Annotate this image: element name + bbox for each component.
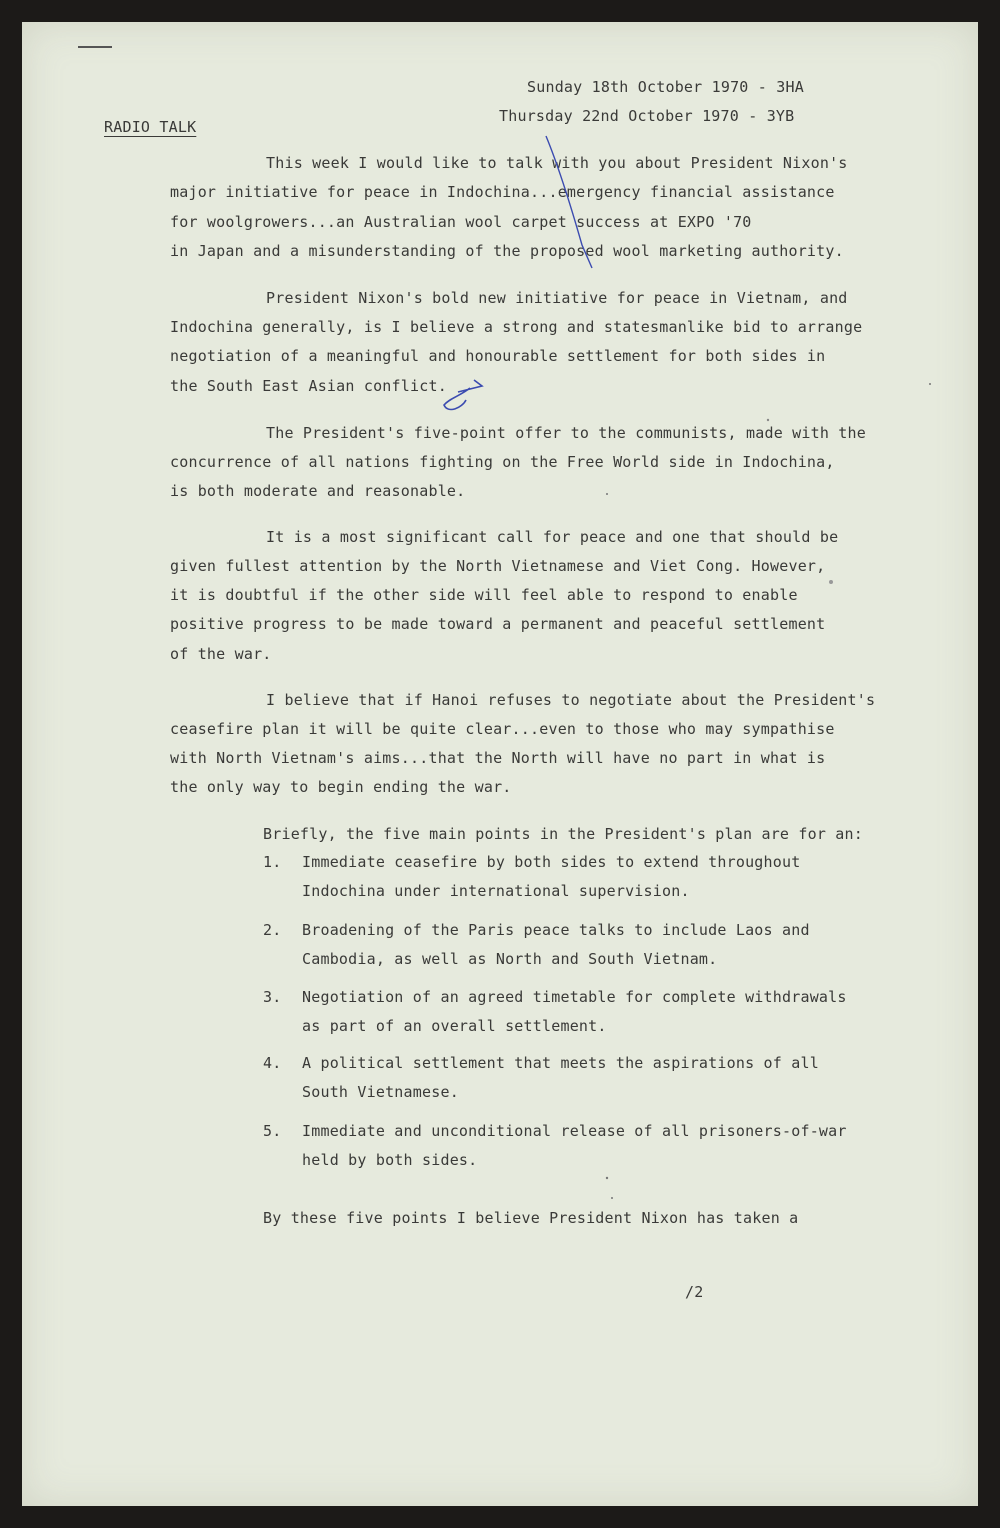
paragraph-4-line-4: positive progress to be made toward a permanent and peaceful settlement (170, 615, 826, 633)
paragraph-5-line-2: ceasefire plan it will be quite clear...even to those who may sympathise (170, 720, 835, 738)
paragraph-2-line-4: the South East Asian conflict. (170, 377, 447, 395)
document-title: RADIO TALK (104, 118, 197, 136)
point-5-line-2: held by both sides. (302, 1151, 478, 1169)
point-4-number: 4. (263, 1054, 282, 1072)
point-3-number: 3. (263, 988, 282, 1006)
paragraph-2-line-3: negotiation of a meaningful and honourable settlement for both sides in (170, 347, 826, 365)
point-4-line-1: A political settlement that meets the aspirations of all (302, 1054, 819, 1072)
stray-dot (606, 1177, 608, 1179)
point-3-line-2: as part of an overall settlement. (302, 1017, 607, 1035)
paragraph-1-line-1: This week I would like to talk with you about President Nixon's (266, 154, 848, 172)
paragraph-1-line-2: major initiative for peace in Indochina...emergency financial assistance (170, 183, 835, 201)
stray-dot (606, 493, 608, 495)
stray-dot (767, 419, 769, 421)
stray-dot (829, 580, 833, 584)
paragraph-4-line-3: it is doubtful if the other side will feel able to respond to enable (170, 586, 798, 604)
paragraph-1-line-4: in Japan and a misunderstanding of the proposed wool marketing authority. (170, 242, 844, 260)
page-continuation-marker: /2 (685, 1283, 704, 1301)
point-5-number: 5. (263, 1122, 282, 1140)
point-4-line-2: South Vietnamese. (302, 1083, 459, 1101)
point-2-number: 2. (263, 921, 282, 939)
point-1-line-1: Immediate ceasefire by both sides to extend throughout (302, 853, 801, 871)
paragraph-3-line-2: concurrence of all nations fighting on the Free World side in Indochina, (170, 453, 835, 471)
date-line-1: Sunday 18th October 1970 - 3HA (527, 78, 804, 96)
paragraph-2-line-2: Indochina generally, is I believe a strong and statesmanlike bid to arrange (170, 318, 863, 336)
pen-tick-mark (444, 380, 482, 409)
paragraph-1-line-3: for woolgrowers...an Australian wool carpet success at EXPO '70 (170, 213, 752, 231)
point-2-line-1: Broadening of the Paris peace talks to include Laos and (302, 921, 810, 939)
paragraph-4-line-1: It is a most significant call for peace and one that should be (266, 528, 839, 546)
point-5-line-1: Immediate and unconditional release of all prisoners-of-war (302, 1122, 847, 1140)
closing-line: By these five points I believe President Nixon has taken a (263, 1209, 799, 1227)
paragraph-3-line-3: is both moderate and reasonable. (170, 482, 466, 500)
date-line-2: Thursday 22nd October 1970 - 3YB (499, 107, 795, 125)
point-3-line-1: Negotiation of an agreed timetable for complete withdrawals (302, 988, 847, 1006)
stray-dot (611, 1197, 613, 1199)
stray-dot (929, 383, 931, 385)
paragraph-4-line-2: given fullest attention by the North Vietnamese and Viet Cong. However, (170, 557, 826, 575)
pen-diagonal-stroke (546, 136, 592, 268)
list-intro: Briefly, the five main points in the President's plan are for an: (263, 825, 863, 843)
paragraph-5-line-3: with North Vietnam's aims...that the North will have no part in what is (170, 749, 826, 767)
paragraph-4-line-5: of the war. (170, 645, 272, 663)
paragraph-5-line-4: the only way to begin ending the war. (170, 778, 512, 796)
paragraph-5-line-1: I believe that if Hanoi refuses to negotiate about the President's (266, 691, 876, 709)
point-1-line-2: Indochina under international supervision. (302, 882, 690, 900)
point-2-line-2: Cambodia, as well as North and South Vietnam. (302, 950, 718, 968)
point-1-number: 1. (263, 853, 282, 871)
paragraph-3-line-1: The President's five-point offer to the communists, made with the (266, 424, 866, 442)
paragraph-2-line-1: President Nixon's bold new initiative for peace in Vietnam, and (266, 289, 848, 307)
